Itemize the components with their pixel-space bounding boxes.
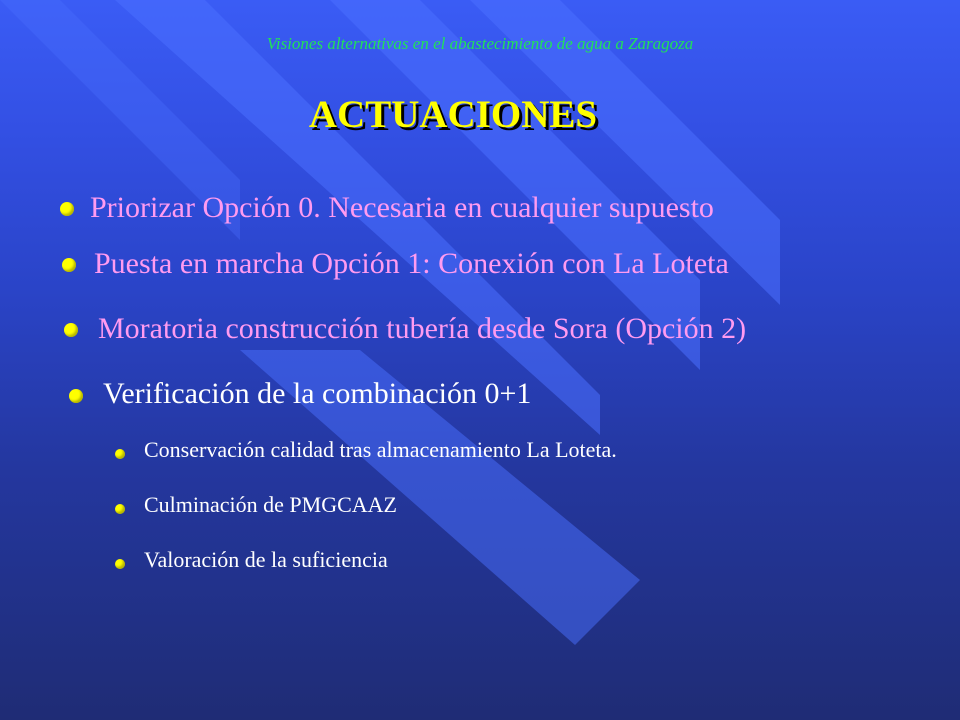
bullet-text-4: Verificación de la combinación 0+1: [103, 377, 532, 410]
slide-title: ACTUACIONES: [308, 93, 598, 136]
round-bullet-icon: [115, 449, 125, 459]
round-bullet-icon: [62, 258, 76, 272]
bullet-text-2: Puesta en marcha Opción 1: Conexión con La Loteta: [94, 247, 729, 280]
round-bullet-icon: [115, 559, 125, 569]
round-bullet-icon: [69, 389, 83, 403]
round-bullet-icon: [64, 323, 78, 337]
slide-subtitle: Visiones alternativas en el abastecimiento de agua a Zaragoza: [266, 34, 694, 53]
bullet-text-1: Priorizar Opción 0. Necesaria en cualquier supuesto: [90, 191, 714, 224]
sub-bullet-text-3: Valoración de la suficiencia: [144, 547, 388, 572]
sub-bullet-text-2: Culminación de PMGCAAZ: [144, 492, 397, 517]
bullet-text-3: Moratoria construcción tubería desde Sora (Opción 2): [98, 312, 747, 345]
sub-bullet-text-1: Conservación calidad tras almacenamiento La Loteta.: [144, 437, 617, 462]
round-bullet-icon: [115, 504, 125, 514]
round-bullet-icon: [60, 202, 74, 216]
